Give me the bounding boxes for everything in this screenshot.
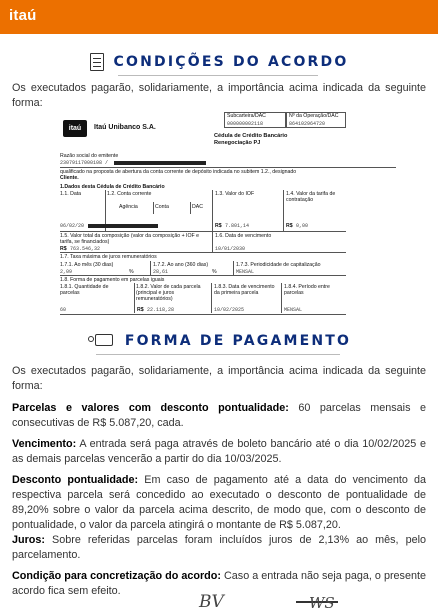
rule [281,283,282,313]
cliente-text: Cliente. [60,175,79,181]
primeira-value: 10/02/2025 [214,307,245,313]
c11-label: 1.1. Data [60,191,82,197]
rs-total: R$ [60,246,67,252]
rule [60,231,346,232]
c15-label: 1.5. Valor total da composição (valor da composição + IOF e tarifa, se financiados) [60,233,200,245]
clause-label: Desconto pontualidade: [12,474,139,486]
c183-label: 1.8.3. Data de vencimento da primeira parcela [214,284,275,296]
c184-label: 1.8.4. Período entre parcelas [284,284,330,296]
qtd-value: 60 [60,307,67,313]
rule [233,261,234,275]
cedula-subtitle: Renegociação PJ [214,140,261,146]
divider [96,354,340,355]
clause-label: Juros: [12,534,45,546]
period-value: MENSAL [236,269,255,275]
rule [150,261,151,275]
divider [118,75,318,76]
document-icon [90,53,104,71]
razao-label: Razão social do emitente [60,153,119,159]
contract-scan [54,112,404,324]
qualificado-text: qualificado na proposta de abertura da conta corrente de depósito indicada no subitem 1.2., designado [60,169,297,175]
clause-text: 60 parcelas mensais e consecutivas de R$ 5.087,20, cada. [12,402,426,429]
dados-title: 1.Dados desta Cédula de Crédito Bancário [60,184,165,190]
rule [283,190,284,232]
dac-label: DAC [192,204,203,210]
operacao-value: 864102964720 [289,121,326,127]
section-payment-header [0,333,438,349]
c12-label: 1.2. Conta corrente [107,191,152,197]
rule [60,314,346,315]
rule [60,275,346,276]
rule [60,167,396,168]
rule [212,232,213,252]
agencia-label: Agência [119,204,138,210]
c172-label: 1.7.2. Ao ano (360 dias) [153,262,209,268]
data-value: 06/02/20 [60,223,85,229]
pct-mes: % [129,269,134,275]
pct-ano: % [212,269,217,275]
conta-label: Conta [155,204,169,210]
rs-tarifa: R$ [286,223,293,229]
redaction [114,161,206,165]
rule [134,283,135,313]
clause-juros [12,533,426,563]
bank-name: Itaú Unibanco S.A. [94,124,156,131]
rule [60,252,346,253]
c13-label: 1.3. Valor do IOF [215,191,255,197]
total-value: 763.546,32 [70,246,101,252]
tarifa-value: 0,00 [296,223,309,229]
clause-text: A entrada será paga através de boleto bancário até o dia 10/02/2025 e as demais parcelas vencerão a partir do dia 10/03/2025. [12,438,426,465]
intro-paragraph-2: Os executados pagarão, solidariamente, a importância acima indicada da seguinte forma: [12,365,426,392]
razao-value: 23079117000108 / [60,160,109,166]
c17-label: 1.7. Taxa máxima de juros remuneratórios [60,254,157,260]
subcarteira-value: 000000002118 [227,121,264,127]
clause-vencimento [12,437,426,467]
c16-label: 1.6. Data de vencimento [215,233,272,239]
subcarteira-label: Subcarteira/DAC [227,113,266,119]
iof-value: 7.801,14 [225,223,250,229]
signature-right: WS [309,594,335,612]
clause-label: Condição para concretização do acordo: [12,570,221,582]
rule [190,202,191,214]
ano-value: 28,61 [153,269,169,275]
periodo-value: MENSAL [284,307,303,313]
top-bar [0,0,438,34]
section-conditions-header [0,53,438,71]
c182-label: 1.8.2. Valor de cada parcela (principal e juros remuneratórios) [136,284,201,302]
itau-logo: itaú [9,7,37,24]
c173-label: 1.7.3. Periodicidade de capitalização [236,262,321,268]
operacao-label: Nº da Operação/DAC [289,113,339,119]
clause-label: Vencimento: [12,438,77,450]
rs-parcela: R$ [137,307,144,313]
c171-label: 1.7.1. Ao mês (30 dias) [60,262,114,268]
rule [153,202,154,214]
rule [211,283,212,313]
section-payment-title: FORMA DE PAGAMENTO [124,333,352,349]
rule [212,190,213,232]
cedula-title: Cédula de Crédito Bancário [214,133,288,139]
rs-iof: R$ [215,223,222,229]
money-icon [87,333,115,349]
clause-text: Caso a entrada não seja paga, o presente acordo fica sem efeito. [12,570,426,597]
c18-label: 1.8. Forma de pagamento em parcelas iguais [60,277,165,283]
itau-mini-logo: itaú [63,120,87,137]
intro-paragraph-1: Os executados pagarão, solidariamente, a importância acima indicada da seguinte forma: [12,82,426,109]
clause-text: Sobre referidas parcelas foram incluídos juros de 2,13% ao mês, pelo parcelamento. [12,534,426,561]
redaction [88,224,158,228]
mes-value: 2,09 [60,269,73,275]
clause-parcelas [12,401,426,431]
clause-desconto [12,473,426,533]
c14-label: 1.4. Valor da tarifa de contratação [286,191,336,203]
signature-left: BV [199,592,224,612]
c181-label: 1.8.1. Quantidade de parcelas [60,284,109,296]
clause-text: Em caso de pagamento até a data do vencimento da respectiva parcela será concedido ao executado o desconto de pontualidade de 89,20% sobre o valor da parcela acima descrito, de modo que, com o desconto de pontualidade, o valor da parcela atingirá o montante de R$ 5.087,20. [12,474,427,531]
section-conditions-title: CONDIÇÕES DO ACORDO [113,54,349,70]
clause-label: Parcelas e valores com desconto pontualidade: [12,402,289,414]
parcela-value: 22.118,28 [147,307,175,313]
venc-value: 10/01/2030 [215,246,246,252]
